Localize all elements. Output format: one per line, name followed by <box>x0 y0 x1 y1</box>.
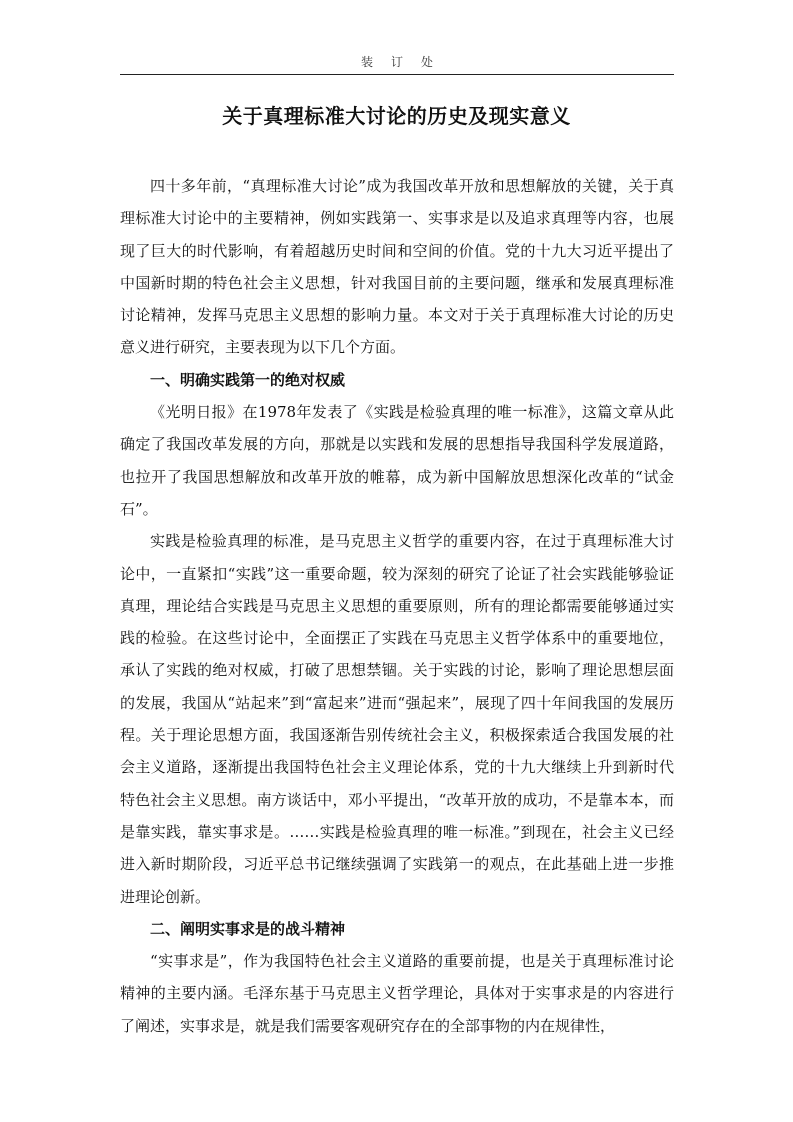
section-heading-2: 二、阐明实事求是的战斗精神 <box>150 919 346 938</box>
section1-paragraph-1: 《光明日报》在1978年发表了《实践是检验真理的唯一标准》，这篇文章从此确定了我国改革发展的方向，那就是以实践和发展的思想指导我国科学发展道路，也拉开了我国思想解放和改革开放的帷幕，成为新中国解放思想深化改革的“试金石”。 <box>120 403 674 518</box>
intro-paragraph: 四十多年前，“真理标准大讨论”成为我国改革开放和思想解放的关键，关于真理标准大讨论中的主要精神，例如实践第一、实事求是以及追求真理等内容，也展现了巨大的时代影响，有着超越历史时间和空间的价值。党的十九大习近平提出了中国新时期的特色社会主义思想，针对我国目前的主要问题，继承和发展真理标准讨论精神，发挥马克思主义思想的影响力量。本文对于关于真理标准大讨论的历史意义进行研究，主要表现为以下几个方面。 <box>120 177 674 357</box>
section1-paragraph-2: 实践是检验真理的标准，是马克思主义哲学的重要内容，在过于真理标准大讨论中，一直紧扣“实践”这一重要命题，较为深刻的研究了论证了社会实践能够验证真理，理论结合实践是马克思主义思想的重要原则，所有的理论都需要能够通过实践的检验。在这些讨论中，全面摆正了实践在马克思主义哲学体系中的重要地位，承认了实践的绝对权威，打破了思想禁锢。关于实践的讨论，影响了理论思想层面的发展，我国从“站起来”到“富起来”进而“强起来”，展现了四十年间我国的发展历程。关于理论思想方面，我国逐渐告别传统社会主义，积极探索适合我国发展的社会主义道路，逐渐提出我国特色社会主义理论体系，党的十九大继续上升到新时代特色社会主义思想。南方谈话中，邓小平提出，“改革开放的成功，不是靠本本，而是靠实践，靠实事求是。……实践是检验真理的唯一标准。”到现在，社会主义已经进入新时期阶段，习近平总书记继续强调了实践第一的观点，在此基础上进一步推进理论创新。 <box>120 532 674 906</box>
binding-margin-header <box>120 52 674 75</box>
section-heading-1: 一、明确实践第一的绝对权威 <box>150 370 346 389</box>
document-title: 关于真理标准大讨论的历史及现实意义 <box>222 104 571 128</box>
document-body <box>120 170 674 1042</box>
binding-label: 装订处 <box>360 55 451 69</box>
section2-paragraph-1: “实事求是”，作为我国特色社会主义道路的重要前提，也是关于真理标准讨论精神的主要内涵。毛泽东基于马克思主义哲学理论，具体对于实事求是的内容进行了阐述，实事求是，就是我们需要客观研究存在的全部事物的内在规律性， <box>120 952 674 1035</box>
